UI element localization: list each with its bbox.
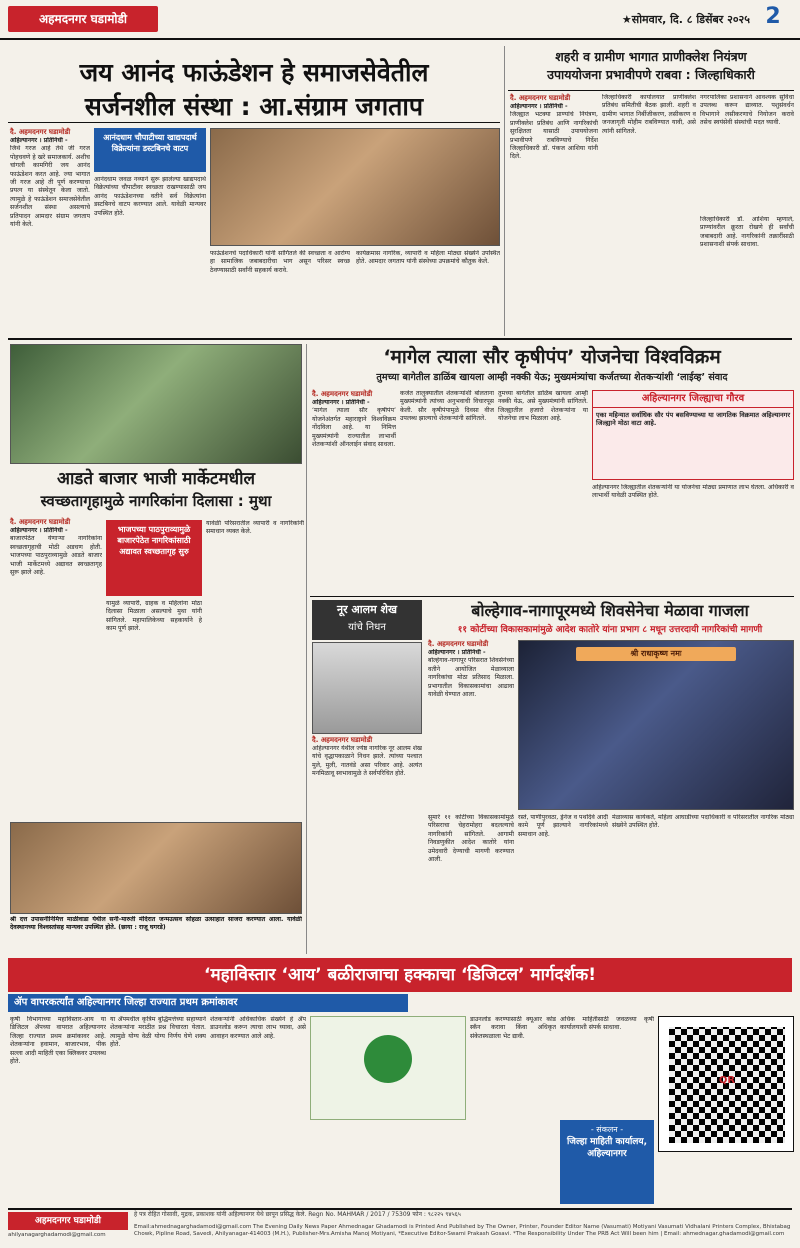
obituary-header	[312, 600, 422, 640]
story2-body3: नगरपालिका प्रशासनाने आवश्यक सुविधा उपलब्ध करून द्याव्यात. पशुसंवर्धन विभागाने लसीकरणाचे नियोजन करावे तसेच स्वयंसेवी संस्थांची मदत घ्यावी.	[700, 94, 794, 127]
story3-side-box	[106, 520, 202, 596]
story1-body1: जिथे गरज आहे तेथे जी गरज पोहचवणे हे खरे समाजकार्य. अशीच चांगली कामगिरी जय आनंद फाऊंडेशन करत आहे. ज्या भागात जी गरज आहे ती पूर्ण करण्याचा प्रयत्न या संस्थेतून केला जातो. त्यामुळे हे फाऊंडेशन समाजसेवेतील सर्जनशील संस्था असल्याचे प्रतिपादन आमदार संग्राम जगताप यांनी केले.	[10, 145, 90, 229]
story4-body3: तुमच्या बागेतील डाळिंब खायला आम्ही नक्की येऊ, असे मुख्यमंत्र्यांनी सांगितले. जिल्ह्यातील हजारो शेतकऱ्यांना या योजनेचा लाभ मिळाला आहे.	[498, 390, 588, 423]
agri-leaf-icon	[364, 1035, 412, 1083]
story5-photo	[518, 640, 794, 810]
story3-headline-line1: आडते बाजार भाजी मार्केटमधील	[56, 469, 256, 489]
story5-headline: बोल्हेगाव-नागापूरमध्ये शिवसेनेचा मेळावा गाजला	[471, 601, 749, 620]
story4-body1: ‘मागेल त्याला सौर कृषीपंप’ योजनेअंतर्गत महाराष्ट्राने विश्वविक्रम नोंदविला आहे. या निमित्त मुख्यमंत्र्यांनी राज्यातील लाभार्थी शेतकऱ्यांशी ऑनलाईन संवाद साधला.	[312, 407, 396, 449]
obituary-portrait	[312, 642, 422, 734]
obituary-text	[312, 736, 422, 952]
story6-body5: अधिक माहितीसाठी जवळच्या कृषी कार्यालयाशी संपर्क साधावा.	[560, 1016, 654, 1032]
story4-box	[592, 390, 794, 480]
story3-photo	[10, 344, 302, 464]
divider	[8, 1208, 792, 1210]
story1-headline-line2: सर्जनशील संस्था : आ.संग्राम जगताप	[84, 92, 424, 121]
story6-body4: डाउनलोड करण्यासाठी क्यूआर कोड स्कॅन करावा किंवा अधिकृत संकेतस्थळाला भेट द्यावी.	[470, 1016, 556, 1040]
story5-photo-banner: श्री राधाकृष्ण नमः	[576, 647, 736, 661]
divider	[508, 90, 794, 91]
story3-caption-text: श्री दत्त उपासनीनिमित्त माळीवाडा येथील सनी-मारुती मंदिरात जन्मउत्सव सोहळा उत्साहात साजरा करण्यात आला. यावेळी देवस्थानच्या विश्वस्तांसह मान्यवर उपस्थित होते.	[10, 916, 302, 932]
story6-body2: या ॲपमधील कृत्रिम बुद्धिमत्तेच्या सहाय्याने शेतकऱ्यांना मराठीत प्रश्न विचारता येतात. त्यामुळे योग्य वेळी योग्य निर्णय घेणे शक्य होते.	[110, 1016, 206, 1049]
story5-body3: रस्ते, पाणीपुरवठा, ड्रेनेज व पथदिवे आदी कामे पूर्ण झाल्याने नागरिकांमध्ये समाधान आहे.	[518, 814, 608, 838]
story1-byline: दै. अहमदनगर घडामोडी	[10, 128, 71, 136]
qr-label: QR	[718, 1075, 736, 1086]
story6-body3: शेतकऱ्यांनी अधिकाधिक संख्येने हे ॲप डाउनलोड करून त्याचा लाभ घ्यावा, असे आवाहन करण्यात आले आहे.	[210, 1016, 306, 1040]
story3-photo-credit: (छाया : राजू घगरडे)	[118, 924, 166, 932]
mahavistar-banner	[8, 958, 792, 992]
divider	[8, 338, 792, 340]
divider	[504, 46, 505, 336]
story2-headline-line1: शहरी व ग्रामीण भागात प्राणीक्लेश नियंत्रण	[555, 49, 747, 64]
story4-byline: दै. अहमदनगर घडामोडी	[312, 390, 373, 398]
story3-body3: यावेळी परिसरातील व्यापारी व नागरिकांनी समाधान व्यक्त केले.	[206, 520, 304, 536]
story2-headline-line2: उपाययोजना प्रभावीपणे राबवा : जिल्हाधिकारी	[547, 67, 755, 82]
story5-body2: सुमारे ११ कोटींच्या विकासकामांमुळे परिसराचा चेहरामोहरा बदलल्याचे नागरिकांनी सांगितले. आगामी निवडणुकीत आदेश कातोरे यांना उमेदवारी देण्याची मागणी करण्यात आली.	[428, 814, 514, 864]
story3-side-box-text: भाजपच्या पाठपुराव्यामुळे बाजारपेठेत नागरिकांसाठी अद्यावत स्वच्छतागृह सुरु	[117, 525, 191, 556]
obituary-body: अहिल्यानगर येथील ज्येष्ठ नागरिक नूर आलम शेख यांचे वृद्धापकाळाने निधन झाले. त्यांच्या पश्चात मुले, मुली, नातवंडे असा परिवार आहे. अत्यंत मनमिळावू स्वभावामुळे ते सर्वपरिचित होते.	[312, 745, 422, 778]
obituary-subtitle: यांचे निधन	[348, 622, 386, 633]
story5-body4: मेळाव्यास कार्यकर्ते, महिला आघाडीच्या पदाधिकारी व परिसरातील नागरिक मोठ्या संख्येने उपस्थित होते.	[612, 814, 794, 830]
footer-logo	[8, 1212, 128, 1230]
story1-headline	[8, 56, 500, 124]
story2-col1	[510, 94, 598, 334]
story2-body4: जिल्हाधिकारी डॉ. आशिया म्हणाले, प्राण्यांवरील क्रूरता रोखणे ही सर्वांची जबाबदारी आहे. नागरिकांनी तक्रारींसाठी प्रशासनाशी संपर्क साधावा.	[700, 216, 794, 249]
obituary-byline: दै. अहमदनगर घडामोडी	[312, 736, 373, 744]
story1-side-box	[94, 128, 206, 172]
story6-infographic	[310, 1016, 466, 1120]
story2-body2: जिल्हाधिकारी कार्यालयात प्राणीक्लेश प्रतिबंध समितीची बैठक झाली. शहरी व ग्रामीण भागात निर्बीजीकरण, लसीकरण व जनजागृती मोहीम राबविण्यात यावी, असे त्यांनी सांगितले.	[602, 94, 696, 135]
story4-box-title: अहिल्यानगर जिल्ह्याचा गौरव	[593, 391, 793, 408]
story4-body4: अहिल्यानगर जिल्ह्यातील शेतकऱ्यांनी या योजनेचा मोठ्या प्रमाणात लाभ घेतला. अधिकारी व लाभार्थी यावेळी उपस्थित होते.	[592, 484, 794, 500]
story6-box	[560, 1120, 654, 1204]
story1-body3: फाऊंडेशनचे पदाधिकारी यांनी सांगितले की स्वच्छता व आरोग्य हा सामाजिक जबाबदारीचा भाग असून परिसर स्वच्छ ठेवण्यासाठी सर्वांनी सहकार्य करावे.	[210, 250, 350, 274]
story1-headline-line1: जय आनंद फाऊंडेशन हे समाजसेवेतील	[79, 58, 429, 87]
divider	[310, 596, 794, 597]
story2-dateline: अहिल्यानगर । प्रतिनिधी -	[510, 103, 568, 110]
story3-dateline: अहिल्यानगर । प्रतिनिधी -	[10, 527, 68, 534]
story6-subheadline: ॲप वापरकर्त्यांत अहिल्यानगर जिल्हा राज्यात प्रथम क्रमांकावर	[8, 994, 408, 1012]
story4-body2: कर्जत तालुक्यातील शेतकऱ्यांशी बोलताना मुख्यमंत्र्यांनी त्यांच्या अनुभवाची विचारपूस केली. सौर कृषीपंपामुळे दिवसा वीज उपलब्ध झाल्याचे शेतकऱ्यांनी सांगितले.	[400, 390, 494, 423]
story4-box-text: एका महिन्यात सर्वाधिक सौर पंप बसविण्याच्या या जागतिक विक्रमात अहिल्यानगर जिल्ह्याने मोठा वाटा आहे.	[596, 411, 790, 428]
story2-body1: जिल्ह्यात भटक्या प्राण्यांचे नियंत्रण, प्राणीक्लेश प्रतिबंध आणि नागरिकांची सुरक्षितता यासाठी उपाययोजना प्रभावीपणे राबविण्याचे निर्देश जिल्हाधिकारी डॉ. पंकज आशिया यांनी दिले.	[510, 111, 598, 161]
story5-col1	[428, 640, 514, 810]
paper-name: अहमदनगर घडामोडी	[38, 12, 128, 26]
divider	[8, 122, 500, 123]
story3-body2: यामुळे व्यापारी, ग्राहक व महिलांना मोठा दिलासा मिळाला असल्याचे मुथा यांनी सांगितले. महापालिकेच्या सहकार्याने हे काम पूर्ण झाले.	[106, 600, 202, 633]
story6-body1: कृषी विभागाच्या महाविस्तार-आय या डिजिटल ॲपच्या वापरात अहिल्यानगर जिल्हा राज्यात प्रथम क्रमांकावर आहे. शेतकऱ्यांना हवामान, बाजारभाव, पीक सल्ला आदी माहिती एका क्लिकवर उपलब्ध होते.	[10, 1016, 106, 1066]
story3-headline-line2: स्वच्छतागृहामुळे नागरिकांना दिलासा : मुथा	[40, 492, 272, 510]
story4-col1	[312, 390, 396, 590]
story4-headline: ‘मागेल त्याला सौर कृषीपंप’ योजनेचा विश्वविक्रम	[383, 346, 721, 368]
story2-headline	[508, 48, 794, 84]
story1-photo	[210, 128, 500, 246]
banner-text: ‘महाविस्तार ‘आय’ बळीराजाचा हक्काचा ‘डिजिटल’ मार्गदर्शक!	[204, 965, 596, 985]
story5-byline: दै. अहमदनगर घडामोडी	[428, 640, 489, 648]
story3-caption	[10, 916, 302, 952]
story1-side-box-text: आनंदधाम चौपाटीच्या खाद्यपदार्थ विक्रेत्यांना डस्टबिनचे वाटप	[103, 133, 197, 153]
story1-col1	[10, 128, 90, 324]
footer-email: ahilyanagarghadamodi@gmail.com	[8, 1232, 106, 1238]
story3-headline	[8, 468, 304, 512]
story5-dateline: अहिल्यानगर । प्रतिनिधी -	[428, 649, 486, 656]
story1-body4: कार्यक्रमास नागरिक, व्यापारी व महिला मोठ्या संख्येने उपस्थित होते. आमदार जगताप यांनी संस्थेच्या उपक्रमांचे कौतुक केले.	[356, 250, 500, 266]
story1-body2: आनंदधाम जवळ नव्याने सुरू झालेल्या खाद्यपदार्थ विक्रेत्यांच्या चौपाटीवर स्वच्छता राखण्यासाठी जय आनंद फाऊंडेशनच्या वतीने सर्व विक्रेत्यांना डस्टबिनचे वाटप करण्यात आले. यावेळी मान्यवर उपस्थित होते.	[94, 176, 206, 217]
story4-dateline: अहिल्यानगर । प्रतिनिधी -	[312, 399, 370, 406]
masthead	[0, 0, 800, 40]
story6-box-line2: जिल्हा माहिती कार्यालय, अहिल्यानगर	[566, 1137, 648, 1159]
story1-dateline: अहिल्यानगर । प्रतिनिधी -	[10, 137, 68, 144]
obituary-title: नूर आलम शेख	[336, 603, 398, 616]
footer-paper-name: अहमदनगर घडामोडी	[34, 1216, 102, 1226]
story3-body1: बाजारपेठेत येणाऱ्या नागरिकांना स्वच्छतागृहाची मोठी अडचण होती. भाजपच्या पाठपुराव्यामुळे आडते बाजार भाजी मार्केटमध्ये अद्यावत स्वच्छतागृह सुरू झाले आहे.	[10, 535, 102, 577]
story3-event-photo	[10, 822, 302, 914]
story4-subheadline: तुमच्या बागेतील डाळिंब खायला आम्ही नक्की येऊ; मुख्यमंत्र्यांचा कर्जतच्या शेतकऱ्यांशी ‘लाईव्ह’ संवाद	[376, 372, 728, 383]
masthead-logo	[8, 6, 158, 32]
footer-imprint: हे पत्र रोहित गोसावी, मुद्रक, प्रकाशक यांनी अहिल्यानगर येथे छापून प्रसिद्ध केले. Regn No. MAHMAR / 2017 / 75309 फोन : ९८२२५ ९४५६५	[134, 1211, 461, 1218]
story6-box-line1: - संकलन -	[590, 1125, 624, 1134]
footer-imprint2: Email:ahmednagarghadamodi@gmail.com The Evening Daily News Paper Ahmednagar Ghadamodi is Printed And Published by The Owner, Printer, Founder Editor Name (Vasumati) Motiyani Vasumati Vidhalani Printers Complex, Bhistabag Chowk, Pipline Road, Savedi, Ahilyanagar-414003 (M.H.), Publisher-Mrs.Amisha Manoj Motiyani, *Executive Editor-Swami Prakash Gosavi. *The Responsibility Under The PRB Act Will been him | Email: ahmednagar.ghadamodi@gmail.com	[134, 1224, 791, 1237]
story2-byline: दै. अहमदनगर घडामोडी	[510, 94, 571, 102]
qr-code[interactable]	[658, 1016, 794, 1152]
date-line: ★सोमवार, दि. ८ डिसेंबर २०२५	[621, 13, 750, 26]
story5-subheadline: ११ कोटींच्या विकासकामांमुळे आदेश कातोरे यांना प्रभाग ८ मधून उत्तरदायी नागरिकांची मागणी	[457, 625, 763, 635]
story5-body1: बोल्हेगाव-नागापूर परिसरात शिवसेनेच्या वतीने आयोजित मेळाव्याला नागरिकांचा मोठा प्रतिसाद मिळाला. प्रभागातील विकासकामांचा आढावा यावेळी घेण्यात आला.	[428, 657, 514, 699]
divider	[306, 344, 307, 954]
page-number: 2	[765, 4, 781, 29]
story3-col1	[10, 518, 102, 818]
story3-byline: दै. अहमदनगर घडामोडी	[10, 518, 71, 526]
